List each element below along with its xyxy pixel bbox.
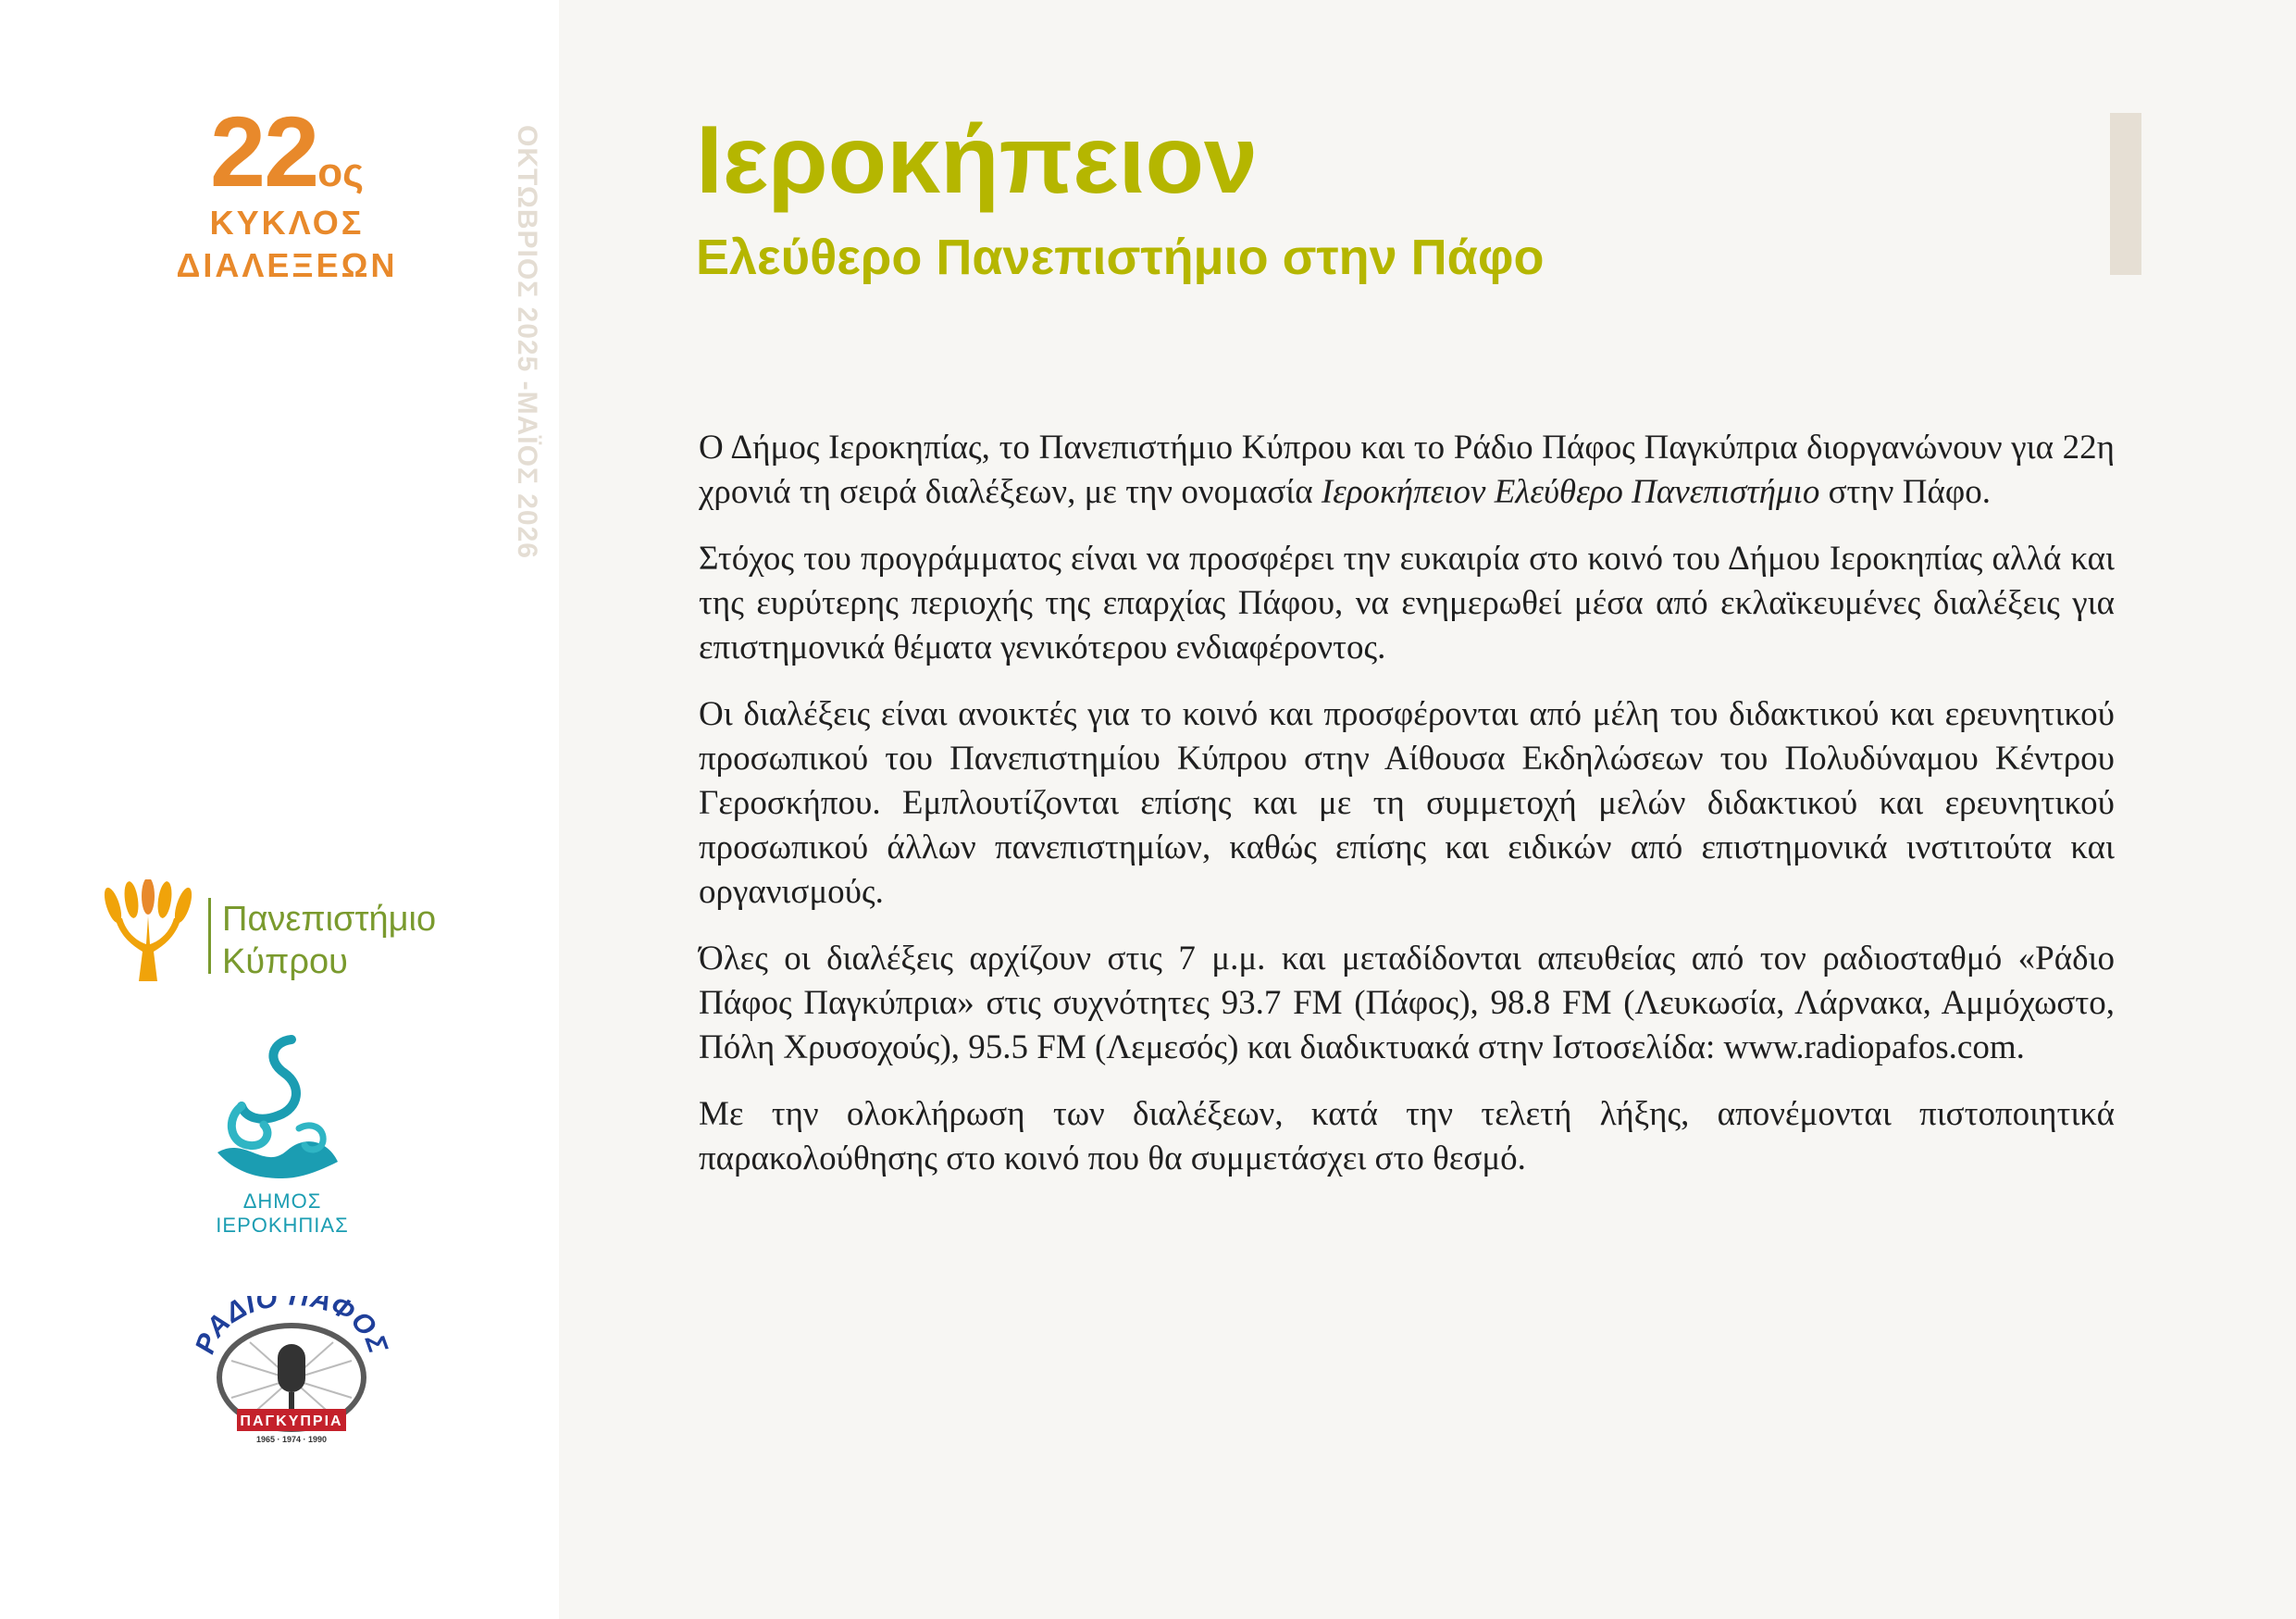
sidebar (0, 0, 559, 1619)
program-name-italic: Ιεροκήπειον Ελεύθερο Πανεπιστήμιο (1321, 473, 1820, 511)
radio-pafos-emblem (194, 1296, 389, 1444)
university-name-line2: Κύπρου (222, 942, 348, 981)
swan-wave-icon (199, 1032, 366, 1185)
paragraph-5: Με την ολοκλήρωση των διαλέξεων, κατά την τελετή λήξης, απονέμονται πιστοποιητικά παρακολούθησης στο κοινό που θα συμμετάσχει στο θεσμό. (699, 1095, 2115, 1177)
logo-divider (208, 898, 211, 974)
radio-years: 1965 · 1974 · 1990 (255, 1435, 328, 1444)
dimos-line1: ΔΗΜΟΣ (242, 1189, 322, 1213)
paragraph-2: Στόχος του προγράμματος είναι να προσφέρει την ευκαιρία στο κοινό του Δήμου Ιεροκηπίας αλλά και της ευρύτερης περιοχής της επαρχίας Πάφου, να ενημερωθεί μέσα από εκλαϊκευμένες διαλέξεις για επιστημονικά θέματα γενικότερου ενδιαφέροντος. (699, 540, 2115, 666)
dimos-line2: ΙΕΡΟΚΗΠΙΑΣ (216, 1214, 349, 1237)
cycle-suffix: ος (317, 150, 364, 195)
paragraph-1: Ο Δήμος Ιεροκηπίας, το Πανεπιστήμιο Κύπρου και το Ράδιο Πάφος Παγκύπρια διοργανώνουν για 22η χρονιά τη σειρά διαλέξεων, με την ονομασία Ιεροκήπειον Ελεύθερο Πανεπιστήμιο στην Πάφο. (699, 429, 2115, 511)
period-vertical-text: ΟΚΤΩΒΡΙΟΣ 2025 -ΜΑΪΟΣ 2026 (512, 125, 542, 559)
paragraph-3: Οι διαλέξεις είναι ανοικτές για το κοινό και προσφέρονται από μέλη του διδακτικού και ερευνητικού προσωπικού του Πανεπιστημίου Κύπρου στην Αίθουσα Εκδηλώσεων του Πολυδύναμου Κέντρου Γεροσκήπου. Εμπλουτίζονται επίσης και με τη συμμετοχή μελών διδακτικού και ερευνητικού προσωπικού άλλων πανεπιστημίων, καθώς επίσης και ειδικών από επιστημονικά ινστιτούτα και οργανισμούς. (699, 695, 2115, 911)
radio-name: ΑΔΙΟ ΠΑΦΟ (200, 1296, 383, 1343)
radio-band: ΠΑΓΚΥΠΡΙΑ (240, 1414, 343, 1429)
lecture-cycle-badge (139, 95, 435, 287)
university-name-line1: Πανεπιστήμιο (222, 900, 437, 939)
cycle-line-1: ΚΥΚΛΟΣ (209, 204, 365, 242)
article-body (699, 426, 2115, 1203)
dimos-ierokipias-logo (199, 1032, 366, 1250)
page-subtitle: Ελεύθερο Πανεπιστήμιο στην Πάφο (696, 230, 1545, 285)
cycle-number: 22 (210, 95, 318, 207)
page-title: Ιεροκήπειον (696, 106, 1258, 214)
radio-pafos-logo (194, 1296, 389, 1444)
decorative-bar (2110, 113, 2141, 275)
paragraph-4: Όλες οι διαλέξεις αρχίζουν στις 7 μ.μ. και μεταδίδονται απευθείας από τον ραδιοσταθμό «Ράδιο Πάφος Παγκύπρια» στις συχνότητες 93.7 FM (Πάφος), 98.8 FM (Λευκωσία, Λάρνακα, Αμμόχωστο, Πόλη Χρυσοχούς), 95.5 FM (Λεμεσός) και διαδικτυακά στην Ιστοσελίδα: www.radiopafos.com. (699, 940, 2115, 1066)
university-tree-icon (93, 879, 204, 990)
university-of-cyprus-logo (93, 879, 518, 990)
cycle-line-2: ΔΙΑΛΕΞΕΩΝ (176, 246, 398, 284)
